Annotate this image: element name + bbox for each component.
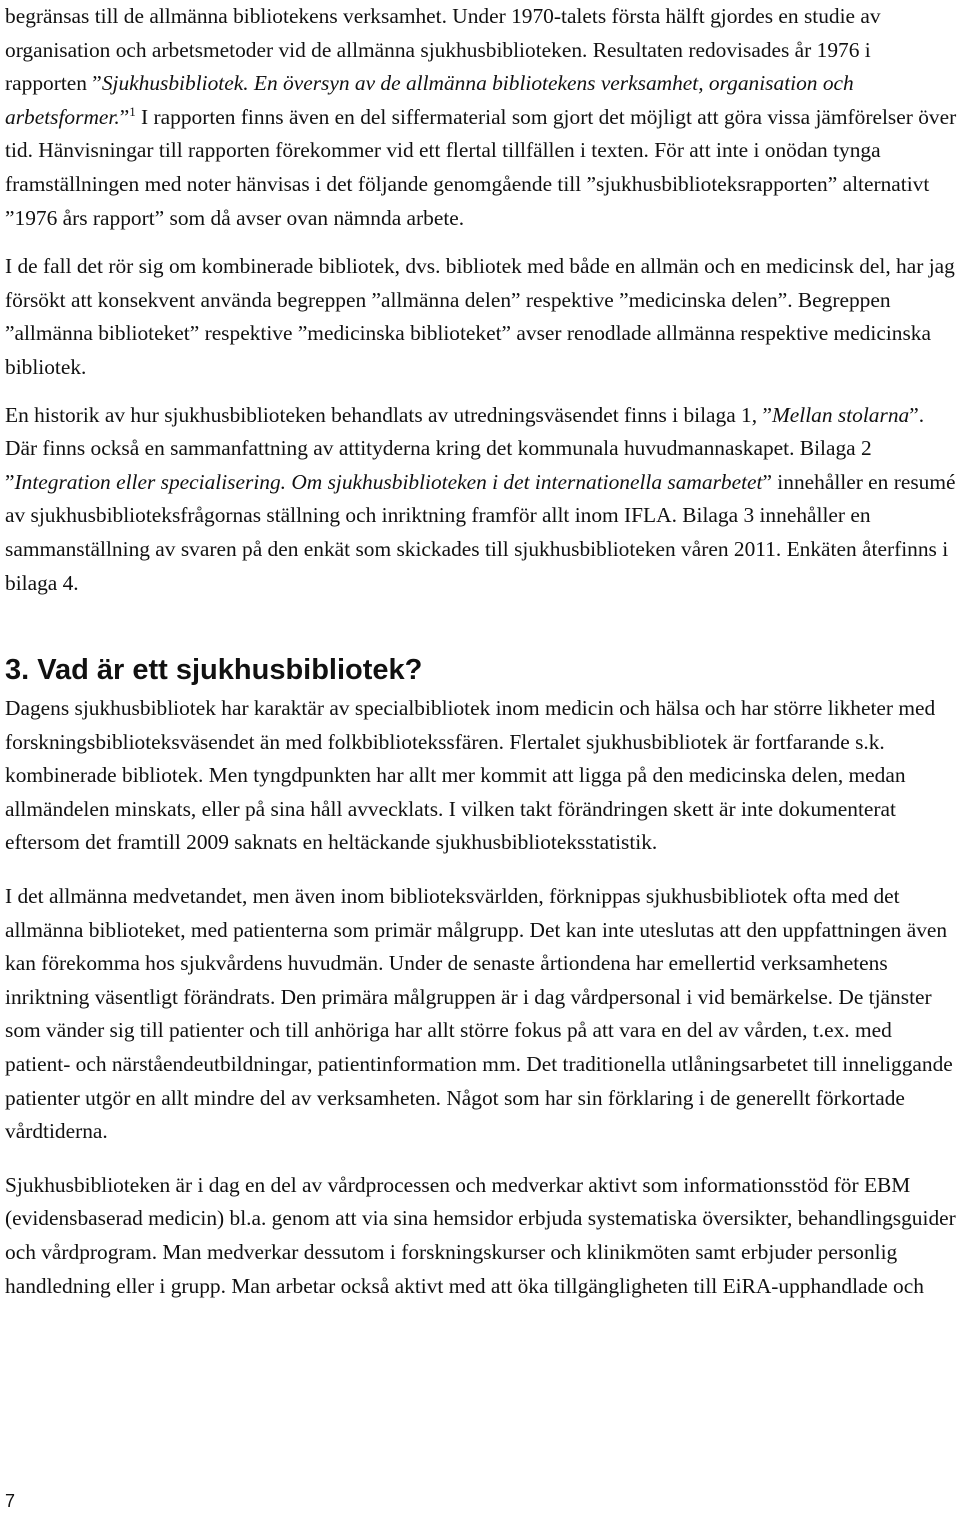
page-number: 7 (5, 1491, 16, 1511)
paragraph-report-reference (5, 0, 957, 235)
paragraph-text: ”. Där finns också en sammanfattning av attityderna kring det kommunala huvudmannaskapet. Bilaga 2 ” (5, 402, 925, 494)
paragraph-text: begränsas till de allmänna bibliotekens verksamhet. Under 1970-talets första hälft gjordes en studie av organisation och arbetsmetoder vid de allmänna sjukhusbiblioteken. Resultaten redovisades år 1976 i rapporten ” (5, 4, 881, 96)
footnote-marker[interactable]: 1 (129, 103, 136, 119)
paragraph-vardprocessen: Sjukhusbiblioteken är i dag en del av vårdprocessen och medverkar aktivt som informationsstöd för EBM (evidensbaserad medicin) bl.a. genom att via sina hemsidor erbjuda systematiska översikter, behandlingsguider och vårdprogram. Man medverkar dessutom i forskningskurser och klinikmöten samt erbjuder personlig handledning eller i grupp. Man arbetar också aktivt med att öka tillgängligheten till EiRA-upphandlade och (5, 1172, 956, 1298)
appendix-title-1: Mellan stolarna (771, 402, 910, 427)
paragraph-text: En historik av hur sjukhusbiblioteken behandlats av utredningsväsendet finns i bilaga 1, ” (5, 402, 772, 427)
paragraph-appendices (5, 399, 957, 601)
paragraph-text: I rapporten finns även en del siffermaterial som gjort det möjligt att göra vissa jämförelser över tid. Hänvisningar till rapporten förekommer vid ett flertal tillfällen i texten. För att inte i onödan tynga framställningen med noter hänvisas i det följande genomgående till ”sjukhusbiblioteksrapporten” alternativt ”1976 års rapport” som då avser ovan nämnda arbete. (5, 104, 957, 230)
closing-quote: ” (119, 104, 130, 129)
paragraph-medvetandet: I det allmänna medvetandet, men även inom biblioteksvärlden, förknippas sjukhusbibliotek ofta med det allmänna biblioteket, med patienterna som primär målgrupp. Det kan inte uteslutas att den uppfattningen även kan förekomma hos sjukvårdens huvudmän. Under de senaste årtiondena har emellertid verksamhetens inriktning väsentligt förändrats. Den primära målgruppen är i dag vårdpersonal i vid bemärkelse. De tjänster som vänder sig till patienter och till anhöriga har allt större fokus på att vara en del av vården, t.ex. med patient- och närståendeutbildningar, patientinformation mm. Det traditionella utlåningsarbetet till inneliggande patienter utgör en allt mindre del av verksamheten. Något som har sin förklaring i de generellt förkortade vårdtiderna. (5, 884, 953, 1144)
paragraph-text: ” innehåller en resumé av sjukhusbiblioteksfrågornas ställning och inriktning framför allt inom IFLA. Bilaga 3 innehåller en sammanställning av svaren på den enkät som skickades till sjukhusbiblioteken våren 2011. Enkäten återfinns i bilaga 4. (5, 469, 956, 595)
document-page (5, 0, 957, 1303)
appendix-title-2: Integration eller specialisering. Om sjukhusbiblioteken i det internationella samarbetet (14, 469, 763, 494)
report-title: Sjukhusbibliotek. En översyn av de allmänna bibliotekens verksamhet, organisation och arbetsformer. (5, 71, 854, 129)
paragraph-specialbibliotek: Dagens sjukhusbibliotek har karaktär av specialbibliotek inom medicin och hälsa och har större likheter med forskningsbiblioteksväsendet än med folkbibliotekssfären. Flertalet sjukhusbibliotek är fortfarande s.k. kombinerade bibliotek. Men tyngdpunkten har allt mer kommit att ligga på den medicinska delen, medan allmändelen minskats, eller på sina håll avvecklats. I vilken takt förändringen skett är inte dokumenterat eftersom det framtill 2009 saknats en heltäckande sjukhusbiblioteksstatistik. (5, 696, 936, 855)
section-heading: 3. Vad är ett sjukhusbibliotek? (5, 654, 423, 687)
paragraph-terminology: I de fall det rör sig om kombinerade bibliotek, dvs. bibliotek med både en allmän och en medicinsk del, har jag försökt att konsekvent använda begreppen ”allmänna delen” respektive ”medicinska delen”. Begreppen ”allmänna biblioteket” respektive ”medicinska biblioteket” avser renodlade allmänna respektive medicinska bibliotek. (5, 254, 955, 379)
